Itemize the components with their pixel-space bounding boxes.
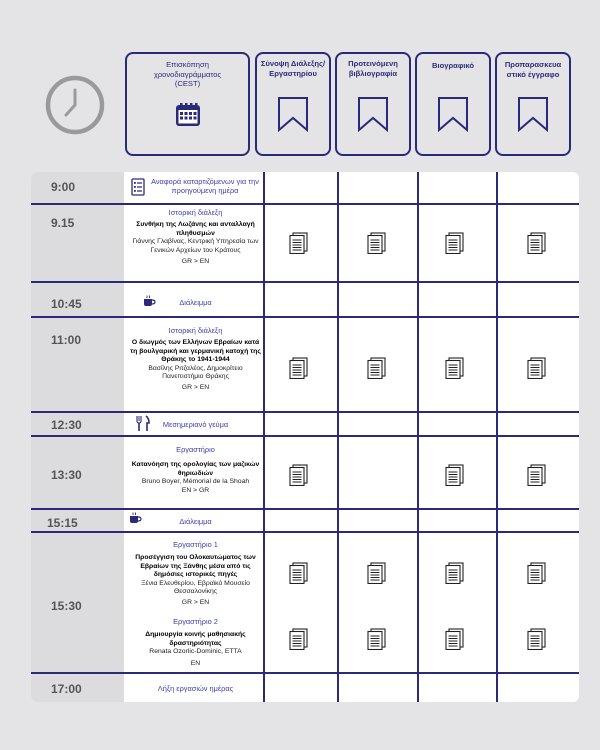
session-workshop-2 <box>129 618 262 668</box>
header-card-prep[interactable] <box>495 52 571 156</box>
clock-icon <box>44 74 106 136</box>
column-divider <box>496 172 498 702</box>
document-icon[interactable] <box>527 464 547 486</box>
time-label: 12:30 <box>51 418 82 432</box>
time-label: 17:00 <box>51 682 82 696</box>
time-label: 9.15 <box>51 216 75 230</box>
session-speaker: Bruno Boyer, Mémorial de la Shoah <box>141 478 250 486</box>
bookmark-icon <box>436 96 470 132</box>
document-icon[interactable] <box>367 562 387 584</box>
session-speaker: Ξένια Ελευθερίου, Εβραϊκό Μουσείο Θεσσαλονίκης <box>141 579 250 596</box>
bookmark-icon <box>516 96 550 132</box>
header-card-bio[interactable] <box>415 52 491 156</box>
document-icon[interactable] <box>367 357 387 379</box>
document-icon[interactable] <box>445 232 465 254</box>
column-divider <box>337 172 339 702</box>
document-icon[interactable] <box>527 562 547 584</box>
session-lecture-1 <box>129 209 262 266</box>
checklist-icon <box>131 178 145 196</box>
time-label: 13:30 <box>51 468 82 482</box>
row-divider <box>31 435 579 437</box>
time-label: 15:30 <box>51 599 82 613</box>
session-type: Εργαστήριο 1 <box>173 540 218 549</box>
document-icon[interactable] <box>289 464 309 486</box>
document-icon[interactable] <box>289 232 309 254</box>
document-icon[interactable] <box>367 628 387 650</box>
row-divider <box>31 411 579 413</box>
row-divider <box>31 203 579 205</box>
bookmark-icon <box>276 96 310 132</box>
column-divider <box>417 172 419 702</box>
document-icon[interactable] <box>289 357 309 379</box>
session-title: Ο διωγμός των Ελλήνων Εβραίων κατά τη βουλγαρική και γερμανική κατοχή της Θράκης το 1941-1944 <box>130 339 261 364</box>
session-workshop <box>129 446 262 495</box>
header-card-bibliography[interactable] <box>335 52 411 156</box>
session-type: Ιστορική διάλεξη <box>168 326 223 335</box>
break-text: Διάλειμμα <box>179 298 212 307</box>
row-divider <box>31 672 579 674</box>
time-label: 9:00 <box>51 180 76 194</box>
time-label: 15:15 <box>47 516 78 530</box>
session-language: GR > EN <box>181 384 210 392</box>
header-card-schedule[interactable] <box>125 52 250 156</box>
row-divider <box>31 531 579 533</box>
row-divider <box>31 508 579 510</box>
document-icon[interactable] <box>445 357 465 379</box>
session-type: Εργαστήριο 2 <box>173 617 218 626</box>
document-icon[interactable] <box>445 628 465 650</box>
document-icon[interactable] <box>445 464 465 486</box>
document-icon[interactable] <box>445 562 465 584</box>
time-label: 11:00 <box>51 333 82 347</box>
session-language: GR > EN <box>181 258 210 266</box>
lunch-text: Μεσημεριανό γεύμα <box>162 420 229 429</box>
header-card-summary[interactable] <box>255 52 331 156</box>
header-summary-label: Σύνοψη Διάλεξης/ Εργαστηρίου <box>260 59 326 78</box>
header-bibliography-label: Προτεινόμενη βιβλιογραφία <box>348 59 398 78</box>
session-language: EN <box>190 659 201 667</box>
session-lecture-2 <box>129 327 262 393</box>
session-speaker: Renata Ozorlic-Dominic, ETTA <box>149 648 242 656</box>
document-icon[interactable] <box>527 357 547 379</box>
document-icon[interactable] <box>289 628 309 650</box>
session-language: EN > GR <box>181 486 210 494</box>
session-speaker: Γιάννης Γλαβίνας, Κεντρική Υπηρεσία των Γενικών Αρχείων του Κράτους <box>132 238 259 254</box>
session-type: Εργαστήριο <box>176 445 215 454</box>
row-divider <box>31 316 579 318</box>
bookmark-icon <box>356 96 390 132</box>
arrival-report-text: Αναφορά καταρτιζόμενων για την προηγούμενη ημέρα <box>151 177 259 195</box>
header-schedule-label: Επισκόπηση χρονοδιαγράμματος (CEST) <box>153 60 222 88</box>
break-text: Διάλειμμα <box>179 517 212 526</box>
time-column <box>31 172 124 702</box>
session-title: Προσέγγιση του Ολοκαυτώματος των Εβραίων της Ξάνθης μέσα από τις δημόσιες ιστορικές πηγές <box>135 554 256 579</box>
document-icon[interactable] <box>367 232 387 254</box>
session-workshop-1 <box>129 541 262 608</box>
session-title: Δημιουργία κοινής μαθησιακής δραστηριότητας <box>145 631 246 647</box>
time-label: 10:45 <box>51 297 82 311</box>
day-end-text: Λήξη εργασιών ημέρας <box>157 684 234 693</box>
column-divider <box>263 172 265 702</box>
session-language: GR > EN <box>181 599 210 607</box>
session-title: Συνθήκη της Λωζάνης και ανταλλαγή πληθυσμών <box>136 221 255 237</box>
session-title: Κατανόηση της ορολογίας των μαζικών θηριωδιών <box>131 461 260 477</box>
document-icon[interactable] <box>527 628 547 650</box>
session-type: Ιστορική διάλεξη <box>168 208 223 217</box>
document-icon[interactable] <box>527 232 547 254</box>
schedule-table <box>31 172 579 702</box>
row-divider <box>31 281 579 283</box>
header-bio-label: Βιογραφικό <box>432 61 474 70</box>
calendar-icon <box>175 102 201 128</box>
header-prep-label: Προπαρασκευα στικό έγγραφο <box>504 60 562 79</box>
document-icon[interactable] <box>289 562 309 584</box>
session-speaker: Βασίλης Ριτζαλέος, Δημοκρίτειο Πανεπιστήμιο Θράκης <box>148 364 243 381</box>
